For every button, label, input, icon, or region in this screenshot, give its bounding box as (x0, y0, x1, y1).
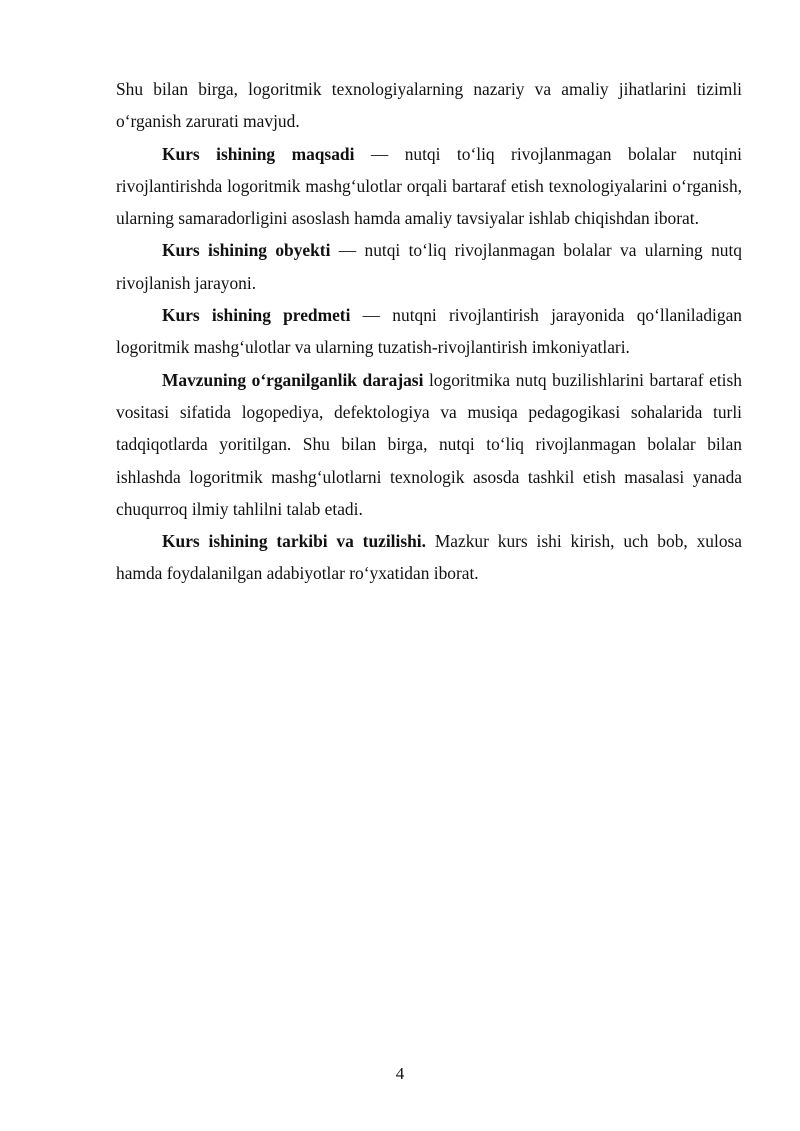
paragraph-text: logoritmika nutq buzilishlarini bartaraf etish vositasi sifatida logopediya, defektologiya va musiqa pedagogikasi sohalarida turli tadqiqotlarda yoritilgan. Shu bilan birga, nutqi to‘liq rivojlanmagan bolalar bilan ishlashda logoritmik mashg‘ulotlarni texnologik asosda tashkil etish masalasi yanada chuqurroq ilmiy tahlilni talab etadi. (116, 369, 742, 519)
paragraph-text: — nutqni rivojlantirish jarayonida qo‘llaniladigan logoritmik mashg‘ulotlar va ularning tuzatish-rivojlantirish imkoniyatlari. (116, 305, 742, 358)
paragraph-text: — nutqi to‘liq rivojlanmagan bolalar nutqini rivojlantirishda logoritmik mashg‘ulotlar orqali bartaraf etish texnologiyalarini o‘rganish, ularning samaradorligini asoslash hamda amaliy tavsiyalar ishlab chiqishdan iborat. (116, 143, 742, 229)
paragraph-subject (116, 299, 742, 364)
paragraph-intro-continuation (116, 73, 742, 138)
paragraph-structure (116, 525, 742, 590)
paragraph-lead-goal: Kurs ishining maqsadi (162, 143, 355, 164)
paragraph-object (116, 234, 742, 299)
paragraph-text: Shu bilan birga, logoritmik texnologiyalarning nazariy va amaliy jihatlarini tizimli o‘rganish zarurati mavjud. (116, 79, 742, 132)
paragraph-text: — nutqi to‘liq rivojlanmagan bolalar va ularning nutq rivojlanish jarayoni. (116, 240, 742, 293)
paragraph-text: Mazkur kurs ishi kirish, uch bob, xulosa hamda foydalanilgan adabiyotlar ro‘yxatidan iborat. (116, 531, 742, 584)
paragraph-study-level (116, 364, 742, 525)
document-body (116, 73, 742, 590)
paragraph-lead-object: Kurs ishining obyekti (162, 240, 331, 261)
paragraph-lead-study-level: Mavzuning o‘rganilganlik darajasi (162, 369, 424, 390)
paragraph-goal (116, 138, 742, 235)
paragraph-lead-structure: Kurs ishining tarkibi va tuzilishi. (162, 531, 426, 552)
page-number: 4 (395, 1064, 405, 1083)
paragraph-lead-subject: Kurs ishining predmeti (162, 305, 351, 326)
